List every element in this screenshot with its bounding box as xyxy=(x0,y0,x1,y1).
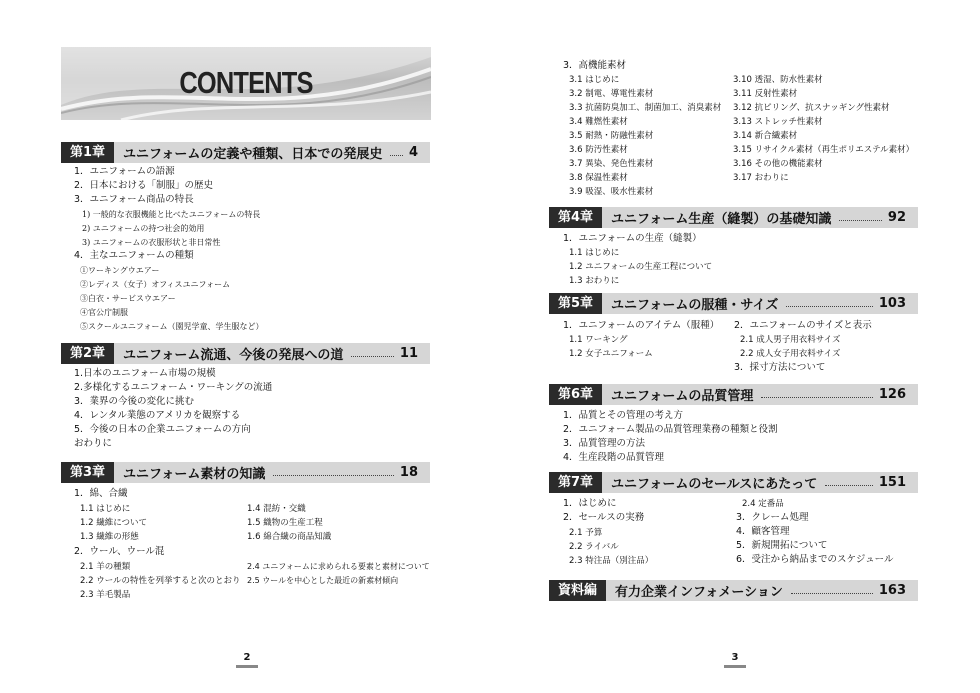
chapter-title: ユニフォームの定義や種類、日本での発展史 xyxy=(123,147,383,162)
chapter-title: ユニフォーム素材の知識 xyxy=(123,467,266,482)
chapter-page-number: 163 xyxy=(878,583,906,598)
toc-subitem[interactable]: 1.2 ユニフォームの生産工程について xyxy=(569,262,713,272)
toc-subitem[interactable]: 1.2 繊維について xyxy=(80,518,148,528)
toc-subitem[interactable]: 1.6 綿合繊の商品知識 xyxy=(247,532,332,542)
chapter-title: 有力企業インフォメーション xyxy=(615,585,783,600)
toc-item[interactable]: 2．ユニフォーム製品の品質管理業務の種類と役割 xyxy=(563,424,778,435)
toc-subitem[interactable]: ①ワーキングウエアー xyxy=(80,266,160,275)
leader-dots xyxy=(273,475,394,476)
toc-subitem[interactable]: 1.1 ワーキング xyxy=(569,335,628,345)
chapter-5-header[interactable] xyxy=(549,293,918,314)
toc-subitem[interactable]: 3.7 異染、発色性素材 xyxy=(569,159,654,169)
toc-subitem[interactable]: 3.1 はじめに xyxy=(569,75,620,85)
toc-subitem[interactable]: 3.3 抗菌防臭加工、制菌加工、消臭素材 xyxy=(569,103,722,113)
toc-subitem[interactable]: 2.2 ライバル xyxy=(569,542,619,552)
toc-subitem[interactable]: 2.2 ウールの特性を列挙すると次のとおり xyxy=(80,576,241,586)
chapter-badge: 資料編 xyxy=(549,580,606,601)
leader-dots xyxy=(839,220,882,221)
toc-item[interactable]: 1．はじめに xyxy=(563,498,617,509)
toc-item[interactable]: 2．ユニフォームのサイズと表示 xyxy=(734,320,872,331)
toc-item[interactable]: 1．ユニフォームの生産（縫製） xyxy=(563,233,702,244)
toc-item[interactable]: 1.日本のユニフォーム市場の規模 xyxy=(74,368,216,379)
toc-item[interactable]: 1．綿、合繊 xyxy=(74,488,128,499)
toc-subitem[interactable]: 2.1 予算 xyxy=(569,528,603,538)
toc-item[interactable]: 5．今後の日本の企業ユニフォームの方向 xyxy=(74,424,251,435)
chapter-badge: 第5章 xyxy=(549,293,602,314)
contents-banner xyxy=(61,47,431,120)
toc-subitem[interactable]: 3.8 保温性素材 xyxy=(569,173,628,183)
chapter-title: ユニフォームの服種・サイズ xyxy=(611,298,779,313)
right-page xyxy=(490,0,980,693)
toc-subitem[interactable]: 2.4 定番品 xyxy=(742,499,784,509)
appendix-header[interactable] xyxy=(549,580,918,601)
toc-item[interactable]: 2.多様化するユニフォーム・ワーキングの流通 xyxy=(74,382,273,393)
toc-subitem[interactable]: 3.13 ストレッチ性素材 xyxy=(733,117,823,127)
toc-subitem[interactable]: 2.1 羊の種類 xyxy=(80,562,131,572)
chapter-page-number: 92 xyxy=(887,210,906,225)
toc-subitem[interactable]: 2.3 特注品（別注品） xyxy=(569,556,654,566)
toc-subitem[interactable]: 1.2 女子ユニフォーム xyxy=(569,349,653,359)
chapter-badge: 第7章 xyxy=(549,472,602,493)
page-number-text: 3 xyxy=(731,652,739,663)
toc-subitem[interactable]: 3) ユニフォームの衣服形状と非日常性 xyxy=(82,238,221,247)
page-number-bar xyxy=(724,665,746,668)
toc-item[interactable]: 1．ユニフォームのアイテム（服種） xyxy=(563,320,720,331)
toc-subitem[interactable]: ③白衣・サービスウエアー xyxy=(80,294,176,303)
toc-item[interactable]: 3．高機能素材 xyxy=(563,60,627,71)
toc-subitem[interactable]: 1) 一般的な衣服機能と比べたユニフォームの特長 xyxy=(82,210,261,219)
toc-item[interactable]: 1．品質とその管理の考え方 xyxy=(563,410,684,421)
toc-subitem[interactable]: 1.5 織物の生産工程 xyxy=(247,518,323,528)
toc-subitem[interactable]: 2) ユニフォームの持つ社会的効用 xyxy=(82,224,205,233)
toc-item[interactable]: 3．採寸方法について xyxy=(734,362,826,373)
chapter-1-header[interactable] xyxy=(61,142,430,163)
toc-subitem[interactable]: 3.5 耐熱・防融性素材 xyxy=(569,131,654,141)
chapter-7-header[interactable] xyxy=(549,472,918,493)
toc-subitem[interactable]: 3.10 透湿、防水性素材 xyxy=(733,75,823,85)
toc-subitem[interactable]: 3.12 抗ピリング、抗スナッギング性素材 xyxy=(733,103,890,113)
chapter-page-number: 103 xyxy=(878,296,906,311)
leader-dots xyxy=(825,485,873,486)
toc-subitem[interactable]: 3.14 新合繊素材 xyxy=(733,131,798,141)
toc-subitem[interactable]: 1.4 混紡・交織 xyxy=(247,504,306,514)
toc-item[interactable]: 4．レンタル業態のアメリカを観察する xyxy=(74,410,241,421)
leader-dots xyxy=(791,593,873,594)
chapter-page-number: 4 xyxy=(408,145,418,160)
toc-subitem[interactable]: 3.4 難燃性素材 xyxy=(569,117,628,127)
chapter-3-header[interactable] xyxy=(61,462,430,483)
page-number-text: 2 xyxy=(243,652,251,663)
chapter-page-number: 126 xyxy=(878,387,906,402)
toc-subitem[interactable]: 3.2 制電、導電性素材 xyxy=(569,89,654,99)
toc-subitem[interactable]: 1.1 はじめに xyxy=(569,248,620,258)
page-number xyxy=(236,652,258,668)
chapter-badge: 第2章 xyxy=(61,343,114,364)
toc-item[interactable]: 2．日本における「制服」の歴史 xyxy=(74,180,214,191)
leader-dots xyxy=(351,356,394,357)
toc-subitem[interactable]: 3.6 防汚性素材 xyxy=(569,145,628,155)
toc-subitem[interactable]: 2.3 羊毛製品 xyxy=(80,590,131,600)
chapter-6-header[interactable] xyxy=(549,384,918,405)
toc-subitem[interactable]: 3.9 吸湿、吸水性素材 xyxy=(569,187,654,197)
chapter-page-number: 151 xyxy=(878,475,906,490)
toc-subitem[interactable]: ④官公庁制服 xyxy=(80,308,128,317)
chapter-4-header[interactable] xyxy=(549,207,918,228)
chapter-2-header[interactable] xyxy=(61,343,430,364)
toc-item[interactable]: 3．クレーム処理 xyxy=(736,512,809,523)
toc-subitem[interactable]: 3.11 反射性素材 xyxy=(733,89,798,99)
chapter-badge: 第4章 xyxy=(549,207,602,228)
toc-item[interactable]: 4．主なユニフォームの種類 xyxy=(74,250,194,261)
page-number xyxy=(724,652,746,668)
toc-item[interactable]: 3．ユニフォーム商品の特長 xyxy=(74,194,194,205)
toc-item[interactable]: 6．受注から納品までのスケジュール xyxy=(736,554,894,565)
toc-subitem[interactable]: ②レディス（女子）オフィスユニフォーム xyxy=(80,280,231,289)
toc-item[interactable]: 2．ウール、ウール混 xyxy=(74,546,165,557)
toc-subitem[interactable]: 2.4 ユニフォームに求められる要素と素材について xyxy=(247,562,430,571)
contents-title: CONTENTS xyxy=(179,65,313,100)
chapter-badge: 第3章 xyxy=(61,462,114,483)
toc-subitem[interactable]: ⑤スクールユニフォーム（園児学童、学生服など） xyxy=(80,322,264,331)
leader-dots xyxy=(761,397,872,398)
leader-dots xyxy=(390,155,403,156)
toc-subitem[interactable]: 2.5 ウールを中心とした最近の新素材傾向 xyxy=(247,576,399,585)
toc-subitem[interactable]: 1.1 はじめに xyxy=(80,504,131,514)
toc-item[interactable]: おわりに xyxy=(74,438,113,449)
chapter-page-number: 11 xyxy=(399,346,418,361)
toc-subitem[interactable]: 3.15 リサイクル素材（再生ポリエステル素材） xyxy=(733,145,915,155)
toc-subitem[interactable]: 1.3 繊維の形態 xyxy=(80,532,139,542)
leader-dots xyxy=(786,306,873,307)
chapter-title: ユニフォーム流通、今後の発展への道 xyxy=(123,348,344,363)
chapter-badge: 第1章 xyxy=(61,142,114,163)
toc-subitem[interactable]: 2.1 成人男子用衣料サイズ xyxy=(740,335,841,345)
toc-subitem[interactable]: 2.2 成人女子用衣料サイズ xyxy=(740,349,841,359)
toc-item[interactable]: 3．品質管理の方法 xyxy=(563,438,646,449)
toc-subitem[interactable]: 3.16 その他の機能素材 xyxy=(733,159,823,169)
chapter-badge: 第6章 xyxy=(549,384,602,405)
toc-item[interactable]: 1．ユニフォームの語源 xyxy=(74,166,175,177)
page-number-bar xyxy=(236,665,258,668)
toc-item[interactable]: 3．業界の今後の変化に挑む xyxy=(74,396,195,407)
toc-item[interactable]: 4．生産段階の品質管理 xyxy=(563,452,665,463)
toc-item[interactable]: 2．セールスの実務 xyxy=(563,512,645,523)
chapter-title: ユニフォームの品質管理 xyxy=(611,389,754,404)
toc-item[interactable]: 4．顧客管理 xyxy=(736,526,790,537)
chapter-title: ユニフォーム生産（縫製）の基礎知識 xyxy=(611,212,832,227)
toc-subitem[interactable]: 1.3 おわりに xyxy=(569,276,620,286)
toc-item[interactable]: 5．新規開拓について xyxy=(736,540,828,551)
chapter-title: ユニフォームのセールスにあたって xyxy=(611,477,818,492)
chapter-page-number: 18 xyxy=(399,465,418,480)
toc-subitem[interactable]: 3.17 おわりに xyxy=(733,173,789,183)
